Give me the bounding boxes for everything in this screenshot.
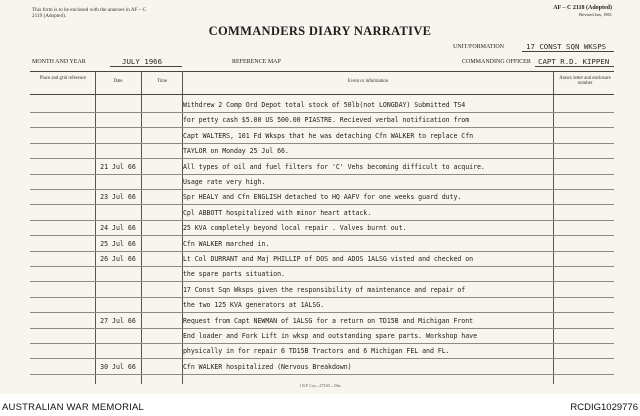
table-row bbox=[0, 284, 640, 297]
table-row bbox=[0, 145, 640, 158]
entry-text: End loader and Fork Lift in wksp and outstanding spare parts. Workshop have bbox=[183, 332, 477, 340]
table-row bbox=[0, 330, 640, 343]
form-code-number: AF – C 2118 (Adopted) bbox=[553, 5, 612, 11]
row-rule bbox=[30, 328, 614, 329]
table-row bbox=[0, 191, 640, 204]
month-year-value: JULY 1966 bbox=[122, 57, 163, 66]
entry-text: Capt WALTERS, 101 Fd Wksps that he was detaching Cfn WALKER to replace Cfn bbox=[183, 131, 474, 140]
entry-text: Cfn WALKER hospitalized (Nervous Breakdown) bbox=[183, 362, 352, 371]
table-header-rule bbox=[30, 94, 614, 95]
unit-rule bbox=[522, 51, 614, 52]
table-row bbox=[0, 253, 640, 266]
entry-text: physically in for repair 6 TD15B Tractors and 6 Michigan FEL and FL. bbox=[183, 347, 450, 356]
table-row bbox=[0, 361, 640, 374]
form-revised: Revised Jan, 1961 bbox=[579, 12, 612, 17]
entry-text: Cpl ABBOTT hospitalized with minor heart attack. bbox=[183, 208, 372, 217]
table-row bbox=[0, 238, 640, 251]
table-row bbox=[0, 176, 640, 189]
entry-date: 30 Jul 66 bbox=[100, 362, 136, 371]
entry-text: Usage rate very high. bbox=[183, 178, 266, 186]
entry-text: Cfn WALKER marched in. bbox=[183, 239, 270, 248]
column-header-time: Time bbox=[157, 79, 167, 84]
archive-name: AUSTRALIAN WAR MEMORIAL bbox=[2, 402, 145, 413]
row-rule bbox=[30, 281, 614, 282]
table-row bbox=[0, 345, 640, 358]
row-rule bbox=[30, 112, 614, 113]
form-note: This form is to be enclosed with the annexes in AF – C 2119 (Adopted). bbox=[32, 7, 147, 20]
unit-value: 17 CONST SQN WKSPS bbox=[526, 42, 607, 51]
table-row bbox=[0, 99, 640, 112]
column-header-place: Place and grid reference bbox=[39, 76, 87, 81]
entry-text: All types of oil and fuel filters for 'C' Vehs becoming difficult to acquire. bbox=[183, 162, 485, 171]
table-row bbox=[0, 299, 640, 312]
archive-reference: RCDIG1029776 bbox=[570, 402, 638, 413]
entry-date: 27 Jul 66 bbox=[100, 316, 136, 325]
entry-text: the two 125 KVA generators at 1ALSG. bbox=[183, 301, 325, 310]
table-row bbox=[0, 161, 640, 174]
column-header-date: Date bbox=[113, 79, 123, 84]
entry-date: 24 Jul 66 bbox=[100, 224, 136, 233]
entry-text: Withdrew 2 Comp Ord Depot total stock of 50lb(not LONGDAY) Submitted TS4 bbox=[183, 101, 466, 109]
row-rule bbox=[30, 204, 614, 205]
entry-text: Request from Capt NEWMAN of 1ALSG for a return on TD15B and Michigan Front bbox=[183, 316, 474, 325]
row-rule bbox=[30, 312, 614, 313]
row-rule bbox=[30, 158, 614, 159]
entry-text: 25 KVA completely beyond local repair . Valves burnt out. bbox=[183, 224, 407, 233]
entry-text: the spare parts situation. bbox=[183, 270, 285, 279]
row-rule bbox=[30, 174, 614, 175]
unit-label: UNIT/FORMATION bbox=[453, 44, 504, 50]
row-rule bbox=[30, 297, 614, 298]
reference-map-label: REFERENCE MAP bbox=[232, 59, 281, 65]
row-rule bbox=[30, 235, 614, 236]
entry-text: 17 Const Sqn Wksps given the responsibility of maintenance and repair of bbox=[183, 285, 466, 294]
row-rule bbox=[30, 127, 614, 128]
archive-footer bbox=[0, 394, 640, 416]
column-header-annex: Annex letter and enclosure number bbox=[559, 76, 611, 87]
form-code bbox=[553, 5, 612, 17]
table-row bbox=[0, 114, 640, 127]
officer-label: COMMANDING OFFICER bbox=[462, 59, 531, 65]
row-rule bbox=[30, 220, 614, 221]
entry-text: Lt Col DURRANT and Maj PHILLIP of DOS and ADOS 1ALSG visted and checked on bbox=[183, 255, 474, 263]
entry-date: 21 Jul 66 bbox=[100, 162, 136, 171]
entry-date: 25 Jul 66 bbox=[100, 239, 136, 248]
table-row bbox=[0, 315, 640, 328]
row-rule bbox=[30, 189, 614, 190]
entry-text: TAYLOR on Monday 25 Jul 66. bbox=[183, 147, 289, 156]
table-row bbox=[0, 130, 640, 143]
entry-date: 23 Jul 66 bbox=[100, 193, 136, 202]
officer-value: CAPT R.D. KIPPEN bbox=[538, 57, 610, 66]
row-rule bbox=[30, 143, 614, 144]
table-top-rule bbox=[30, 71, 614, 72]
table-row bbox=[0, 207, 640, 220]
table-row bbox=[0, 222, 640, 235]
month-year-label: MONTH AND YEAR bbox=[32, 59, 86, 65]
table-row bbox=[0, 268, 640, 281]
row-rule bbox=[30, 374, 614, 375]
month-year-rule bbox=[110, 66, 182, 67]
entry-text: for petty cash $5.00 US 500.00 PIASTRE. Recieved verbal notification from bbox=[183, 116, 470, 125]
officer-rule bbox=[535, 66, 614, 67]
print-footnote: 1 B.P. Coy—275/65—50m bbox=[299, 384, 341, 388]
column-header-event: Event or information bbox=[347, 79, 389, 84]
row-rule bbox=[30, 358, 614, 359]
page-title: COMMANDERS DIARY NARRATIVE bbox=[208, 24, 432, 38]
entry-text: Spr HEALY and Cfn ENGLISH detached to HQ AAFV for one weeks guard duty. bbox=[183, 193, 462, 202]
row-rule bbox=[30, 251, 614, 252]
entry-date: 26 Jul 66 bbox=[100, 255, 136, 263]
row-rule bbox=[30, 266, 614, 267]
row-rule bbox=[30, 343, 614, 344]
